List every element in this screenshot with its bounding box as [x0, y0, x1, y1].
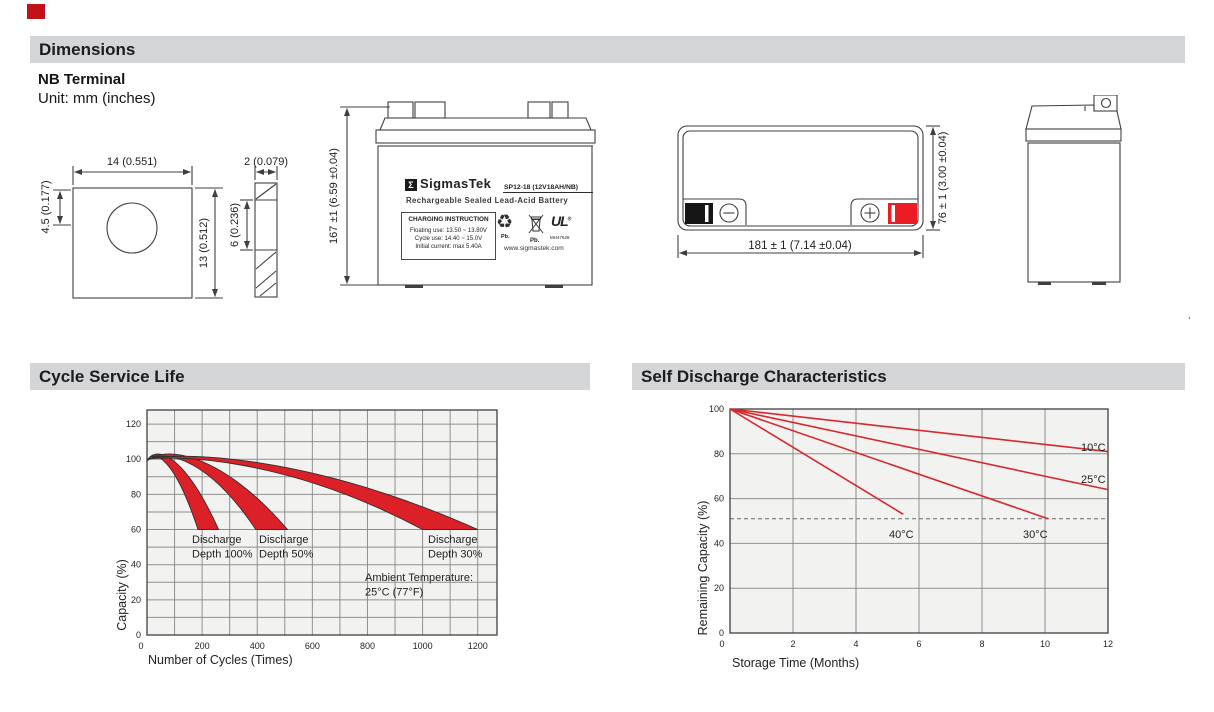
svg-text:30°C: 30°C	[1023, 529, 1048, 541]
dim-front-height: 167 ±1 (6.59 ±0.04)	[328, 148, 340, 244]
svg-text:10: 10	[1039, 639, 1051, 649]
battery-front-view	[328, 102, 595, 288]
svg-text:0: 0	[135, 630, 141, 640]
model-number: SP12-18 (12V18AH/NB)	[504, 184, 579, 191]
svg-text:60: 60	[713, 493, 724, 504]
negative-terminal-block	[685, 203, 713, 224]
charging-title: CHARGING INSTRUCTION	[408, 216, 489, 223]
svg-text:20: 20	[713, 583, 724, 594]
svg-text:10°C: 10°C	[1081, 442, 1106, 454]
charging-instruction-box	[401, 212, 496, 260]
svg-text:600: 600	[304, 641, 320, 651]
battery-top-view	[678, 126, 949, 258]
bin-pb-label: Pb.	[530, 238, 540, 244]
svg-text:0: 0	[719, 639, 725, 649]
svg-text:120: 120	[125, 419, 141, 430]
svg-text:Depth 30%: Depth 30%	[428, 548, 483, 561]
dim-top-depth: 76 ± 1 (3.00 ±0.04)	[937, 131, 949, 225]
dim-top-width: 181 ± 1 (7.14 ±0.04)	[748, 240, 852, 252]
svg-text:80: 80	[713, 448, 724, 459]
svg-text:40: 40	[713, 538, 724, 549]
charging-line-3: Initial current: max 5.40A	[415, 244, 482, 251]
svg-text:Ambient Temperature:: Ambient Temperature:	[365, 572, 474, 584]
svg-text:Depth 50%: Depth 50%	[259, 548, 314, 561]
dim-face-width: 14 (0.551)	[106, 156, 158, 168]
svg-text:Remaining Capacity (%): Remaining Capacity (%)	[696, 500, 710, 636]
svg-text:100: 100	[125, 454, 141, 465]
corner-marker	[27, 4, 45, 19]
svg-text:60: 60	[130, 524, 141, 535]
dim-face-height: 13 (0.512)	[198, 217, 210, 269]
dim-side-width: 2 (0.079)	[243, 156, 289, 168]
unit-label: Unit: mm (inches)	[38, 90, 156, 107]
battery-type-label: Rechargeable Sealed Lead-Acid Battery	[406, 196, 569, 205]
terminal-face-drawing	[40, 156, 223, 298]
nb-terminal-heading: NB Terminal	[38, 71, 126, 88]
svg-text:400: 400	[249, 641, 265, 651]
svg-text:0: 0	[138, 641, 144, 651]
section-bar-self-discharge	[632, 363, 1185, 390]
dimensions-title: Dimensions	[39, 40, 136, 59]
svg-text:12: 12	[1102, 639, 1114, 649]
website-label: www.sigmastek.com	[504, 245, 564, 252]
dim-face-notch: 4.5 (0.177)	[40, 180, 52, 234]
svg-text:40: 40	[130, 559, 141, 570]
svg-text:4: 4	[853, 639, 859, 649]
svg-text:Capacity (%): Capacity (%)	[115, 559, 129, 631]
charging-line-2: Cycle use: 14.40 ~ 15.0V	[414, 236, 483, 243]
svg-text:200: 200	[194, 641, 210, 651]
ul-mark-icon: UL®	[551, 213, 571, 229]
svg-text:25°C: 25°C	[1081, 474, 1106, 486]
svg-text:800: 800	[359, 641, 375, 651]
svg-text:1200: 1200	[467, 641, 488, 651]
sigma-logo-icon: Σ	[405, 179, 417, 191]
recycle-pb-icon: ♻	[496, 212, 514, 233]
svg-text:Number of Cycles (Times): Number of Cycles (Times)	[148, 653, 293, 667]
brand-name: SigmasTek	[420, 176, 492, 191]
svg-text:Discharge: Discharge	[428, 534, 478, 546]
svg-text:6: 6	[916, 639, 922, 649]
cycle-life-title: Cycle Service Life	[39, 367, 185, 386]
svg-text:8: 8	[979, 639, 985, 649]
svg-text:1000: 1000	[412, 641, 433, 651]
recycle-pb-label: Pb.	[501, 234, 510, 240]
dim-side-inner-height: 6 (0.236)	[229, 202, 241, 248]
charging-line-1: Floating use: 13.50 ~ 13.80V	[410, 228, 487, 234]
dimension-drawings	[40, 95, 1190, 340]
label-divider	[503, 192, 593, 193]
svg-text:20: 20	[130, 594, 141, 605]
battery-side-view	[1026, 95, 1190, 319]
svg-text:25°C (77°F): 25°C (77°F)	[365, 586, 424, 599]
svg-text:100: 100	[708, 404, 724, 414]
terminal-side-drawing	[229, 156, 288, 297]
svg-text:Discharge: Discharge	[259, 534, 309, 546]
self-discharge-title: Self Discharge Characteristics	[641, 367, 887, 386]
svg-text:40°C: 40°C	[889, 529, 914, 541]
svg-text:2: 2	[790, 639, 796, 649]
svg-text:0: 0	[718, 628, 724, 638]
svg-text:Discharge: Discharge	[192, 534, 242, 546]
cycle-service-life-chart	[40, 400, 600, 690]
self-discharge-chart	[680, 400, 1214, 690]
section-bar-dimensions	[30, 36, 1185, 63]
svg-text:Storage Time (Months): Storage Time (Months)	[732, 656, 860, 670]
ul-file-number: MH47628	[550, 235, 570, 240]
svg-text:80: 80	[130, 489, 141, 500]
crossed-bin-icon	[528, 214, 544, 236]
section-bar-cycle-life	[30, 363, 590, 390]
svg-text:Depth 100%: Depth 100%	[192, 548, 253, 561]
